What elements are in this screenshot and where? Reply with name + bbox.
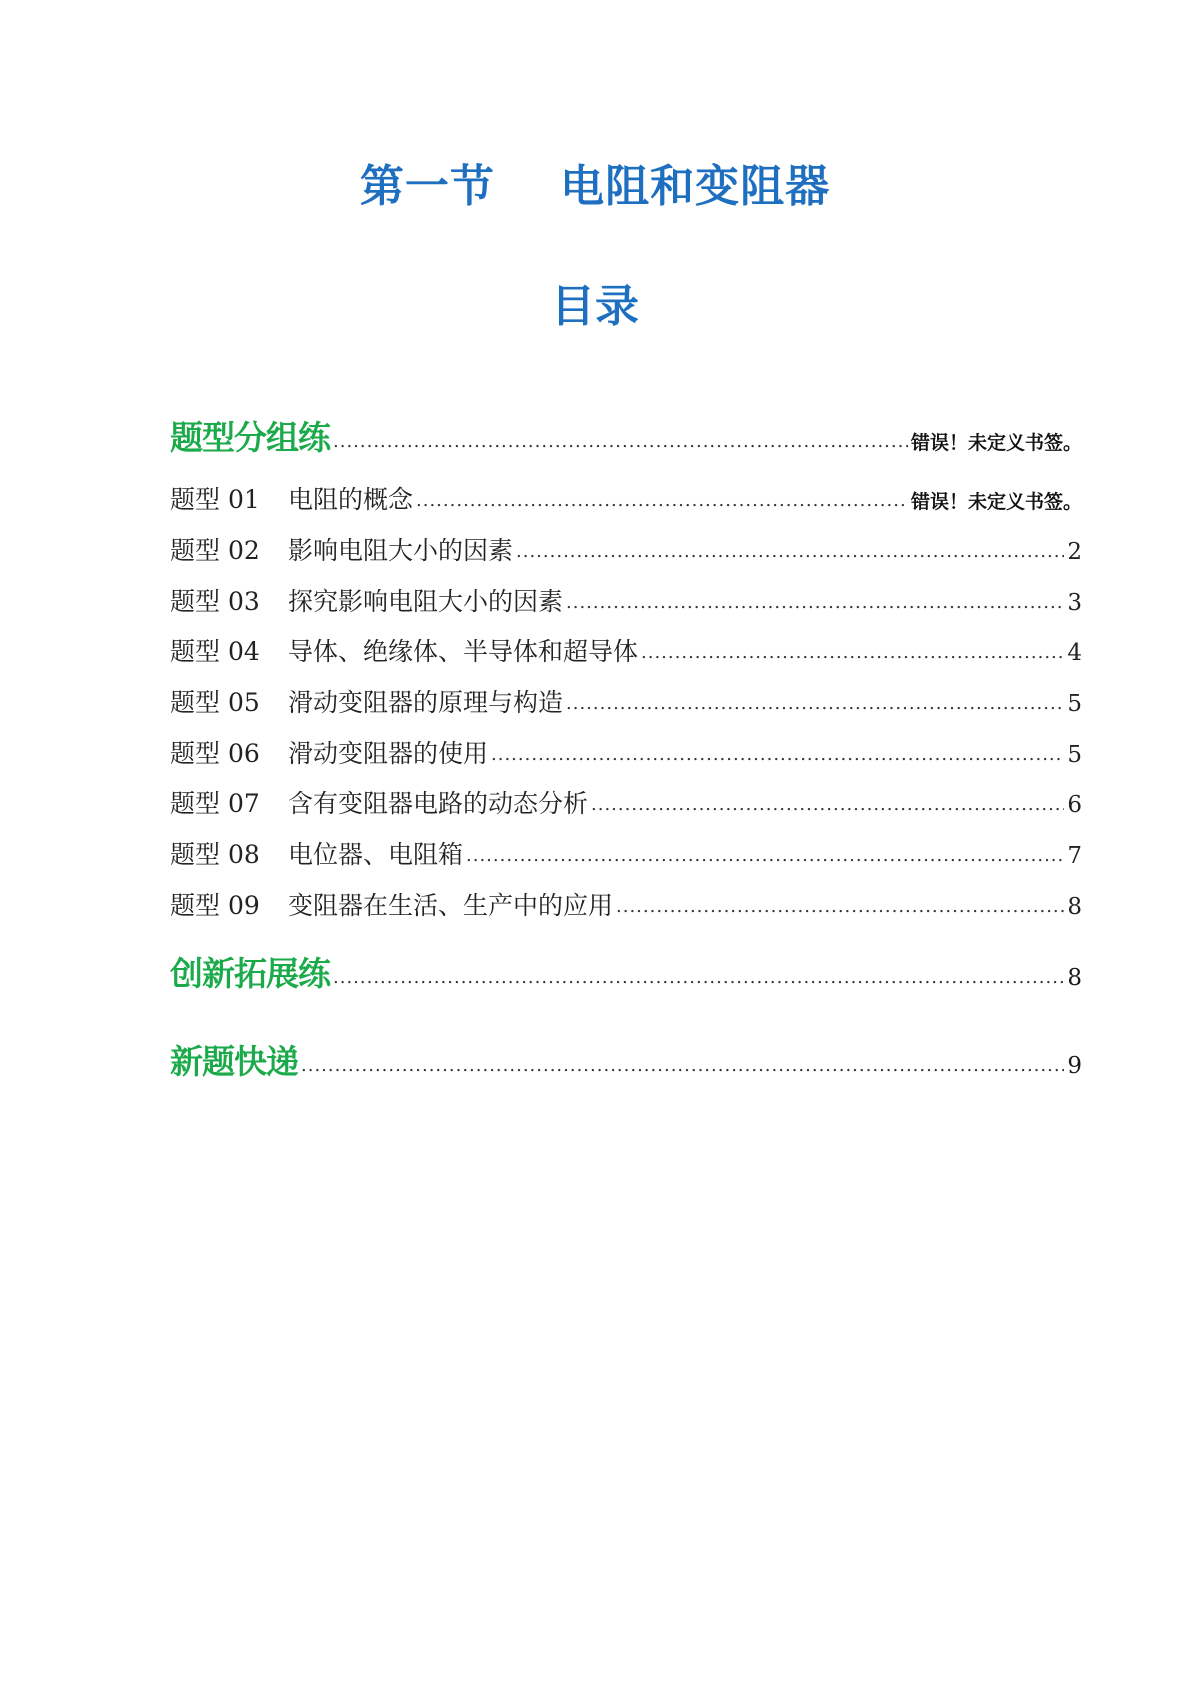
toc-page-number: 9 xyxy=(1067,1053,1082,1079)
toc-item-05[interactable] xyxy=(170,683,1082,719)
toc-page-number: 8 xyxy=(1067,894,1082,920)
toc-item-03[interactable] xyxy=(170,582,1082,618)
toc-leader xyxy=(591,794,1064,815)
toc-item-number: 题型 09 xyxy=(170,891,260,920)
toc-item-label: 探究影响电阻大小的因素 xyxy=(288,587,564,616)
toc-title: 目录 xyxy=(551,281,639,332)
toc-item-08[interactable] xyxy=(170,835,1082,871)
toc-item-number: 题型 01 xyxy=(170,485,260,514)
toc-page-number: 6 xyxy=(1067,792,1082,818)
toc-section-1[interactable] xyxy=(170,412,1082,459)
toc-item-label: 滑动变阻器的原理与构造 xyxy=(288,688,564,717)
toc-page-number: 8 xyxy=(1067,965,1082,991)
toc-page-number: 5 xyxy=(1067,691,1082,717)
toc-section-label: 创新拓展练 xyxy=(170,954,330,993)
toc-item-number: 题型 06 xyxy=(170,739,260,768)
toc-section-2[interactable] xyxy=(170,948,1082,995)
toc-leader xyxy=(333,967,1064,988)
toc-item-label: 变阻器在生活、生产中的应用 xyxy=(288,891,614,920)
toc-leader xyxy=(616,896,1064,917)
toc-leader xyxy=(516,541,1064,562)
toc-item-number: 题型 05 xyxy=(170,688,260,717)
toc-leader xyxy=(566,592,1064,613)
toc-item-number: 题型 07 xyxy=(170,789,260,818)
toc-page-number: 错误！未定义书签。 xyxy=(910,491,1082,513)
toc-page-number: 5 xyxy=(1067,742,1082,768)
toc-leader xyxy=(641,642,1064,663)
toc-leader xyxy=(491,744,1064,765)
toc-item-06[interactable] xyxy=(170,734,1082,770)
toc-item-number: 题型 02 xyxy=(170,536,260,565)
toc-leader xyxy=(566,693,1064,714)
toc-item-02[interactable] xyxy=(170,531,1082,567)
toc-item-number: 题型 04 xyxy=(170,637,260,666)
toc-leader xyxy=(301,1055,1064,1076)
toc-item-label: 含有变阻器电路的动态分析 xyxy=(288,789,589,818)
toc-item-number: 题型 03 xyxy=(170,587,260,616)
toc-item-label: 电位器、电阻箱 xyxy=(288,840,464,869)
toc-item-01[interactable] xyxy=(170,480,1082,516)
toc-item-04[interactable] xyxy=(170,632,1082,668)
toc-section-label: 新题快递 xyxy=(170,1042,298,1081)
toc-leader xyxy=(416,490,908,511)
toc-page-number: 错误！未定义书签。 xyxy=(910,432,1082,454)
toc-page-number: 2 xyxy=(1067,539,1082,565)
toc-item-label: 电阻的概念 xyxy=(288,485,414,514)
toc-item-07[interactable] xyxy=(170,784,1082,820)
toc-page-number: 7 xyxy=(1067,843,1082,869)
toc-item-label: 影响电阻大小的因素 xyxy=(288,536,514,565)
toc-page-number: 3 xyxy=(1067,590,1082,616)
toc-leader xyxy=(466,845,1064,866)
toc-section-label: 题型分组练 xyxy=(170,418,330,457)
toc-item-label: 导体、绝缘体、半导体和超导体 xyxy=(288,637,639,666)
toc-item-label: 滑动变阻器的使用 xyxy=(288,739,489,768)
page-title: 第一节 电阻和变阻器 xyxy=(359,161,831,212)
toc-page-number: 4 xyxy=(1067,640,1082,666)
toc-section-3[interactable] xyxy=(170,1036,1082,1083)
toc-item-09[interactable] xyxy=(170,886,1082,922)
toc-leader xyxy=(333,431,908,452)
toc-item-number: 题型 08 xyxy=(170,840,260,869)
